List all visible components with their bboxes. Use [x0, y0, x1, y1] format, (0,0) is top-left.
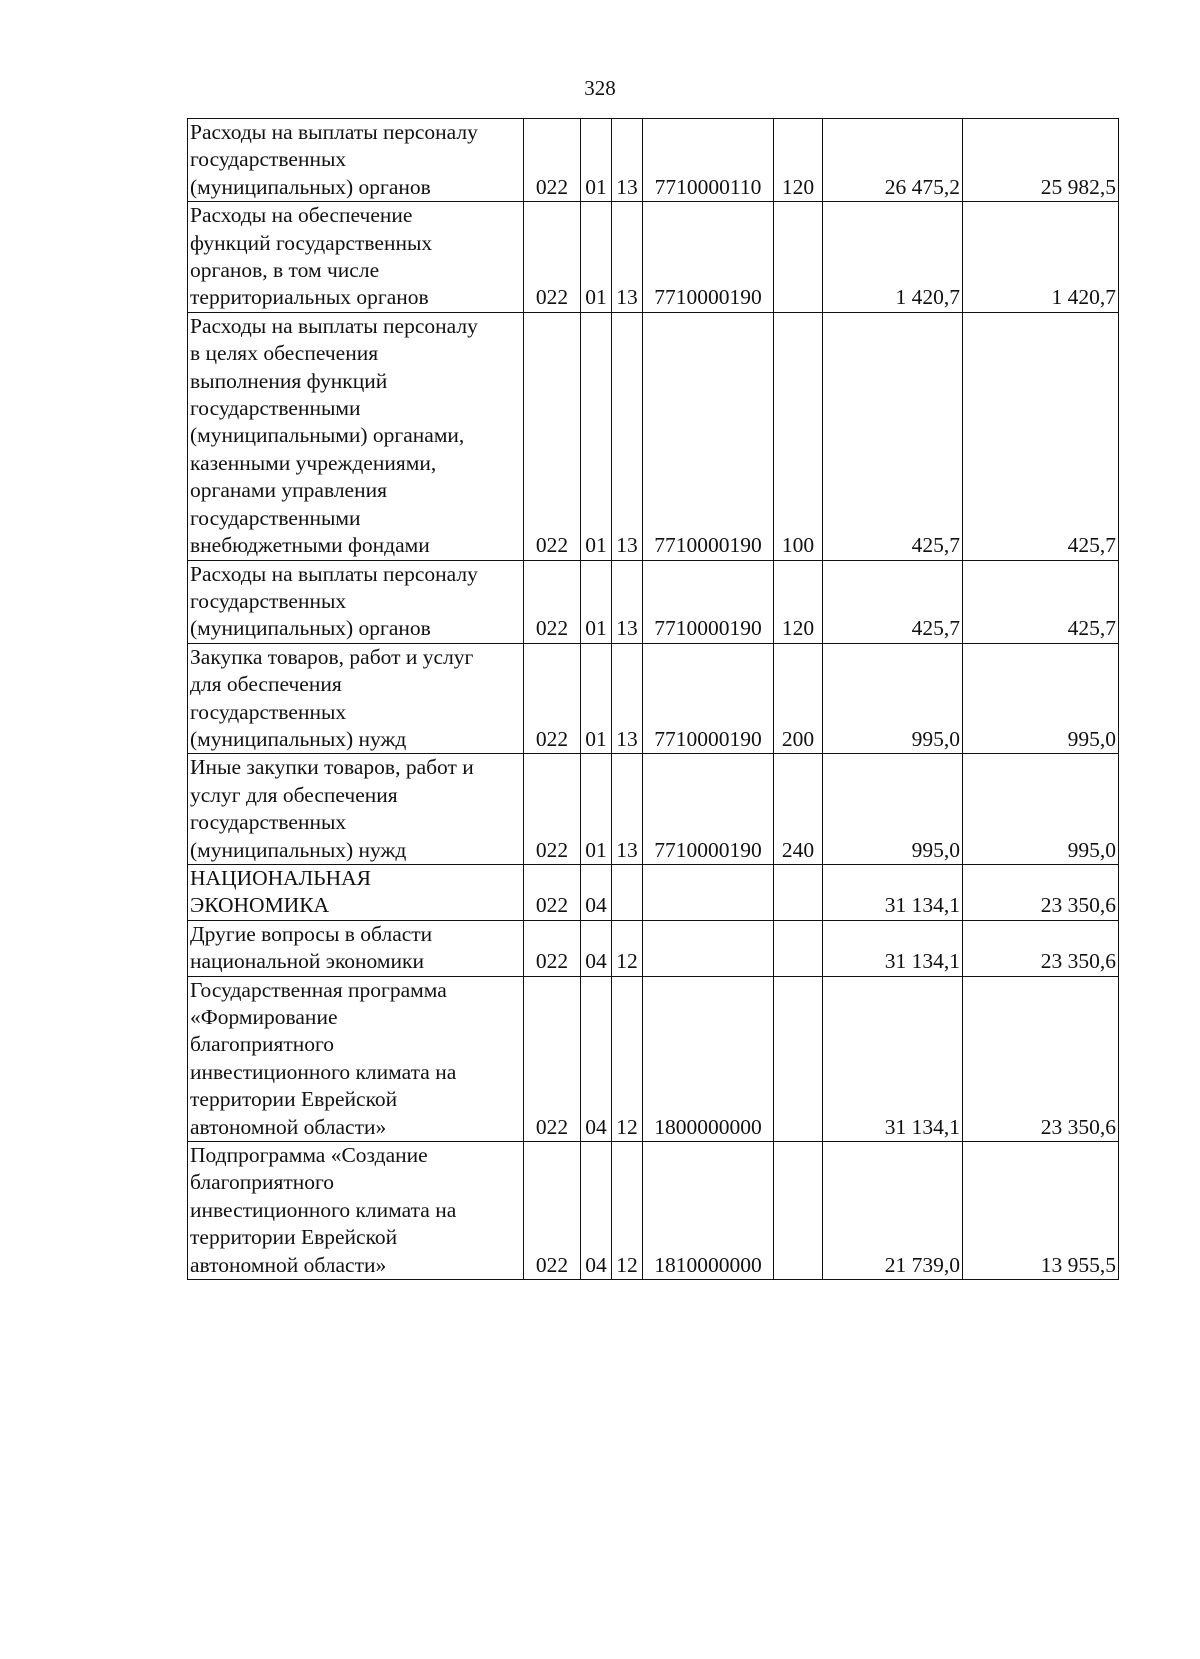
target-article-code-cell	[643, 560, 774, 643]
amount-year-1: 995,0	[911, 726, 960, 751]
amount-year-1-cell	[823, 560, 963, 643]
expense-name: Государственная программа «Формирование благоприятного инвестиционного климата на территории Еврейской автономной области»	[190, 977, 457, 1139]
subsection-code-cell	[612, 119, 643, 202]
grbs-code-cell	[524, 312, 581, 560]
section-code: 01	[585, 726, 607, 751]
amount-year-2: 995,0	[1067, 837, 1116, 862]
section-code-cell	[581, 976, 612, 1141]
amount-year-1-cell	[823, 864, 963, 920]
amount-year-1: 26 475,2	[884, 174, 960, 199]
amount-year-1: 425,7	[911, 616, 960, 641]
amount-year-2: 995,0	[1067, 726, 1116, 751]
amount-year-2-cell	[963, 754, 1119, 865]
grbs-code: 022	[535, 174, 569, 199]
subsection-code-cell	[612, 643, 643, 754]
subsection-code-cell	[612, 754, 643, 865]
expense-name: Другие вопросы в области национальной экономики	[190, 921, 433, 974]
amount-year-2-cell	[963, 202, 1119, 313]
expense-name-cell	[188, 202, 524, 313]
amount-year-2: 23 350,6	[1040, 1114, 1116, 1139]
expense-name-cell	[188, 976, 524, 1141]
subsection-code-cell	[612, 202, 643, 313]
grbs-code: 022	[535, 893, 569, 918]
expense-type-code-cell	[774, 312, 823, 560]
amount-year-1-cell	[823, 202, 963, 313]
table-row	[188, 920, 1119, 976]
subsection-code: 12	[616, 1114, 638, 1139]
grbs-code-cell	[524, 560, 581, 643]
section-code-cell	[581, 920, 612, 976]
target-article-code-cell	[643, 1142, 774, 1280]
amount-year-1: 31 134,1	[884, 949, 960, 974]
section-code-cell	[581, 1142, 612, 1280]
amount-year-2-cell	[963, 643, 1119, 754]
expense-type-code-cell	[774, 976, 823, 1141]
subsection-code-cell	[612, 920, 643, 976]
grbs-code-cell	[524, 119, 581, 202]
grbs-code: 022	[535, 285, 569, 310]
expense-type-code: 240	[781, 837, 815, 862]
expense-name: Иные закупки товаров, работ и услуг для обеспечения государственных (муниципальных) нужд	[190, 755, 474, 862]
section-code-cell	[581, 560, 612, 643]
expense-name: Расходы на выплаты персоналу государственных (муниципальных) органов	[190, 561, 478, 641]
subsection-code: 13	[616, 285, 638, 310]
expense-name: Подпрограмма «Создание благоприятного инвестиционного климата на территории Еврейской автономной области»	[190, 1143, 457, 1277]
expense-name: Расходы на выплаты персоналу в целях обеспечения выполнения функций государственными (муниципальными) органами, казенными учреждениями, органами управления государственными внебюджетными фондами	[190, 313, 478, 558]
expense-type-code: 100	[781, 533, 815, 558]
amount-year-1: 995,0	[911, 837, 960, 862]
section-code: 04	[585, 949, 607, 974]
subsection-code: 13	[616, 837, 638, 862]
amount-year-2: 23 350,6	[1040, 949, 1116, 974]
expense-name: Закупка товаров, работ и услуг для обеспечения государственных (муниципальных) нужд	[190, 644, 474, 751]
amount-year-1-cell	[823, 976, 963, 1141]
target-article-code-cell	[643, 119, 774, 202]
expense-type-code-cell	[774, 754, 823, 865]
expense-name-cell	[188, 643, 524, 754]
target-article-code: 7710000190	[654, 533, 762, 558]
target-article-code-cell	[643, 202, 774, 313]
target-article-code-cell	[643, 754, 774, 865]
grbs-code: 022	[535, 949, 569, 974]
target-article-code-cell	[643, 643, 774, 754]
expense-type-code-cell	[774, 643, 823, 754]
target-article-code: 7710000110	[654, 174, 762, 199]
grbs-code: 022	[535, 533, 569, 558]
target-article-code: 7710000190	[654, 837, 762, 862]
target-article-code-cell	[643, 976, 774, 1141]
expense-name-cell	[188, 119, 524, 202]
expense-name: Расходы на выплаты персоналу государственных (муниципальных) органов	[190, 120, 478, 199]
amount-year-2: 425,7	[1067, 533, 1116, 558]
section-code: 04	[585, 1114, 607, 1139]
expense-type-code: 200	[781, 726, 815, 751]
expense-type-code-cell	[774, 560, 823, 643]
target-article-code: 7710000190	[654, 285, 762, 310]
amount-year-2-cell	[963, 119, 1119, 202]
expense-name-cell	[188, 560, 524, 643]
target-article-code-cell	[643, 312, 774, 560]
page-number: 328	[584, 76, 616, 100]
table-row	[188, 202, 1119, 313]
expense-name-cell	[188, 312, 524, 560]
amount-year-1-cell	[823, 312, 963, 560]
grbs-code: 022	[535, 1114, 569, 1139]
amount-year-2: 1 420,7	[1051, 285, 1116, 310]
grbs-code: 022	[535, 837, 569, 862]
grbs-code: 022	[535, 616, 569, 641]
amount-year-1-cell	[823, 1142, 963, 1280]
amount-year-2-cell	[963, 864, 1119, 920]
grbs-code-cell	[524, 643, 581, 754]
section-code-cell	[581, 754, 612, 865]
amount-year-1-cell	[823, 119, 963, 202]
amount-year-2: 23 350,6	[1040, 893, 1116, 918]
amount-year-1-cell	[823, 920, 963, 976]
subsection-code: 13	[616, 533, 638, 558]
amount-year-1: 1 420,7	[895, 285, 960, 310]
amount-year-1-cell	[823, 754, 963, 865]
expense-name-cell	[188, 1142, 524, 1280]
expense-name-cell	[188, 920, 524, 976]
amount-year-1: 425,7	[911, 533, 960, 558]
table-row	[188, 560, 1119, 643]
section-code-cell	[581, 643, 612, 754]
grbs-code-cell	[524, 864, 581, 920]
expense-type-code: 120	[781, 616, 815, 641]
table-row	[188, 754, 1119, 865]
table-row	[188, 976, 1119, 1141]
table-row	[188, 1142, 1119, 1280]
budget-table	[187, 118, 1119, 1280]
subsection-code: 12	[616, 949, 638, 974]
target-article-code: 7710000190	[654, 616, 762, 641]
amount-year-2-cell	[963, 312, 1119, 560]
table-row	[188, 864, 1119, 920]
amount-year-2-cell	[963, 920, 1119, 976]
grbs-code: 022	[535, 1252, 569, 1277]
expense-type-code-cell	[774, 864, 823, 920]
grbs-code-cell	[524, 754, 581, 865]
amount-year-2-cell	[963, 1142, 1119, 1280]
subsection-code-cell	[612, 312, 643, 560]
expense-type-code-cell	[774, 1142, 823, 1280]
expense-name: НАЦИОНАЛЬНАЯ ЭКОНОМИКА	[190, 865, 372, 918]
subsection-code-cell	[612, 864, 643, 920]
table-row	[188, 119, 1119, 202]
target-article-code: 1800000000	[654, 1114, 762, 1139]
amount-year-1: 21 739,0	[884, 1252, 960, 1277]
subsection-code-cell	[612, 560, 643, 643]
amount-year-1-cell	[823, 643, 963, 754]
subsection-code-cell	[612, 1142, 643, 1280]
table-row	[188, 643, 1119, 754]
amount-year-2: 425,7	[1067, 616, 1116, 641]
expense-type-code-cell	[774, 202, 823, 313]
table-body	[188, 119, 1119, 1280]
section-code-cell	[581, 864, 612, 920]
section-code-cell	[581, 202, 612, 313]
table-row	[188, 312, 1119, 560]
grbs-code-cell	[524, 202, 581, 313]
amount-year-2-cell	[963, 560, 1119, 643]
amount-year-1: 31 134,1	[884, 1114, 960, 1139]
target-article-code-cell	[643, 920, 774, 976]
section-code-cell	[581, 312, 612, 560]
subsection-code: 13	[616, 616, 638, 641]
expense-type-code: 120	[781, 174, 815, 199]
section-code: 04	[585, 893, 607, 918]
section-code: 01	[585, 837, 607, 862]
section-code: 01	[585, 285, 607, 310]
subsection-code: 13	[616, 726, 638, 751]
expense-name: Расходы на обеспечение функций государственных органов, в том числе территориальных органов	[190, 203, 433, 310]
amount-year-2: 13 955,5	[1040, 1252, 1116, 1277]
expense-type-code-cell	[774, 920, 823, 976]
section-code-cell	[581, 119, 612, 202]
section-code: 04	[585, 1252, 607, 1277]
section-code: 01	[585, 174, 607, 199]
subsection-code: 12	[616, 1252, 638, 1277]
amount-year-1: 31 134,1	[884, 893, 960, 918]
expense-name-cell	[188, 864, 524, 920]
grbs-code-cell	[524, 1142, 581, 1280]
expense-name-cell	[188, 754, 524, 865]
target-article-code-cell	[643, 864, 774, 920]
section-code: 01	[585, 616, 607, 641]
section-code: 01	[585, 533, 607, 558]
grbs-code: 022	[535, 726, 569, 751]
grbs-code-cell	[524, 920, 581, 976]
amount-year-2-cell	[963, 976, 1119, 1141]
grbs-code-cell	[524, 976, 581, 1141]
amount-year-2: 25 982,5	[1040, 174, 1116, 199]
target-article-code: 1810000000	[654, 1252, 762, 1277]
subsection-code: 13	[616, 174, 638, 199]
expense-type-code-cell	[774, 119, 823, 202]
subsection-code-cell	[612, 976, 643, 1141]
target-article-code: 7710000190	[654, 726, 762, 751]
